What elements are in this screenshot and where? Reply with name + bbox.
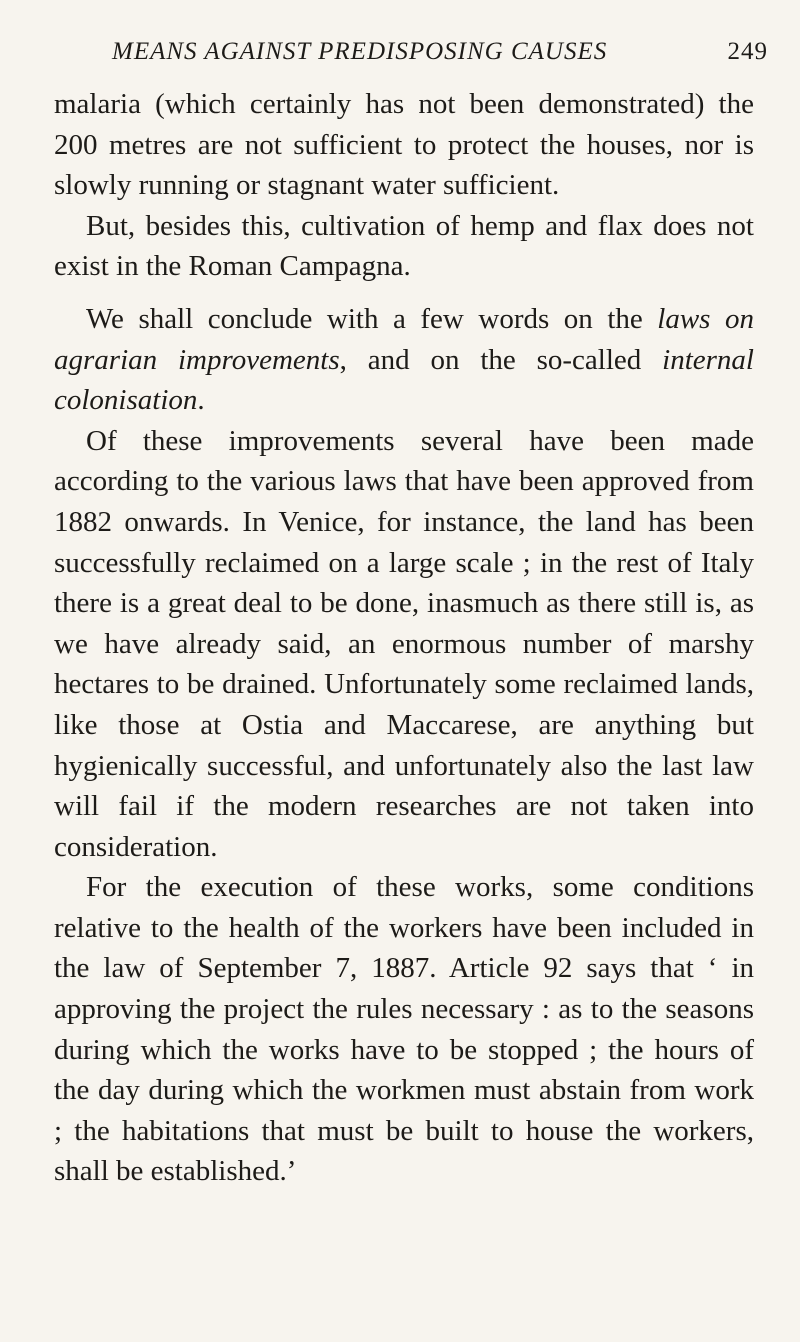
paragraph-3-text-a: We shall conclude with a few words on the [86,302,658,335]
body-text [54,84,754,1192]
page-number: 249 [727,38,768,65]
paragraph-4: Of these improvements several have been made according to the various laws that have been approved from 1882 onwards. In Venice, for instance, the land has been successfully reclaimed on a large scale ; in the rest of Italy there is a great deal to be done, inasmuch as there still is, as we have already said, an enormous number of marshy hectares to be drained. Unfortunately some reclaimed lands, like those at Ostia and Maccarese, are anything but hygienically successful, and unfortunately also the last law will fail if the modern researches are not taken into consideration. [54,424,754,863]
paragraph-3-italic-colonisation: internal colonisation [54,343,754,417]
book-page [54,38,768,1192]
paragraph-3-text-b: , and on the so-called [339,343,663,376]
paragraph-5: For the execution of these works, some conditions relative to the health of the workers have been included in the law of September 7, 1887. Article 92 says that ‘ in approving the project the rules necessary : as to the seasons during which the works have to be stopped ; the hours of the day during which the workmen must abstain from work ; the habitations that must be built to house the workers, shall be established.’ [54,871,754,1188]
paragraph-2: But, besides this, cultivation of hemp and flax does not exist in the Roman Campagna. [54,209,754,283]
running-header [54,38,768,78]
paragraph-3 [54,299,754,421]
running-title: MEANS AGAINST PREDISPOSING CAUSES [112,38,608,65]
paragraph-3-text-c: . [197,384,205,417]
paragraph-1: malaria (which certainly has not been demonstrated) the 200 metres are not sufficient to protect the houses, nor is slowly running or stagnant water sufficient. [54,88,754,202]
paragraph-3-italic-laws: laws on agrarian improvements [54,302,754,376]
